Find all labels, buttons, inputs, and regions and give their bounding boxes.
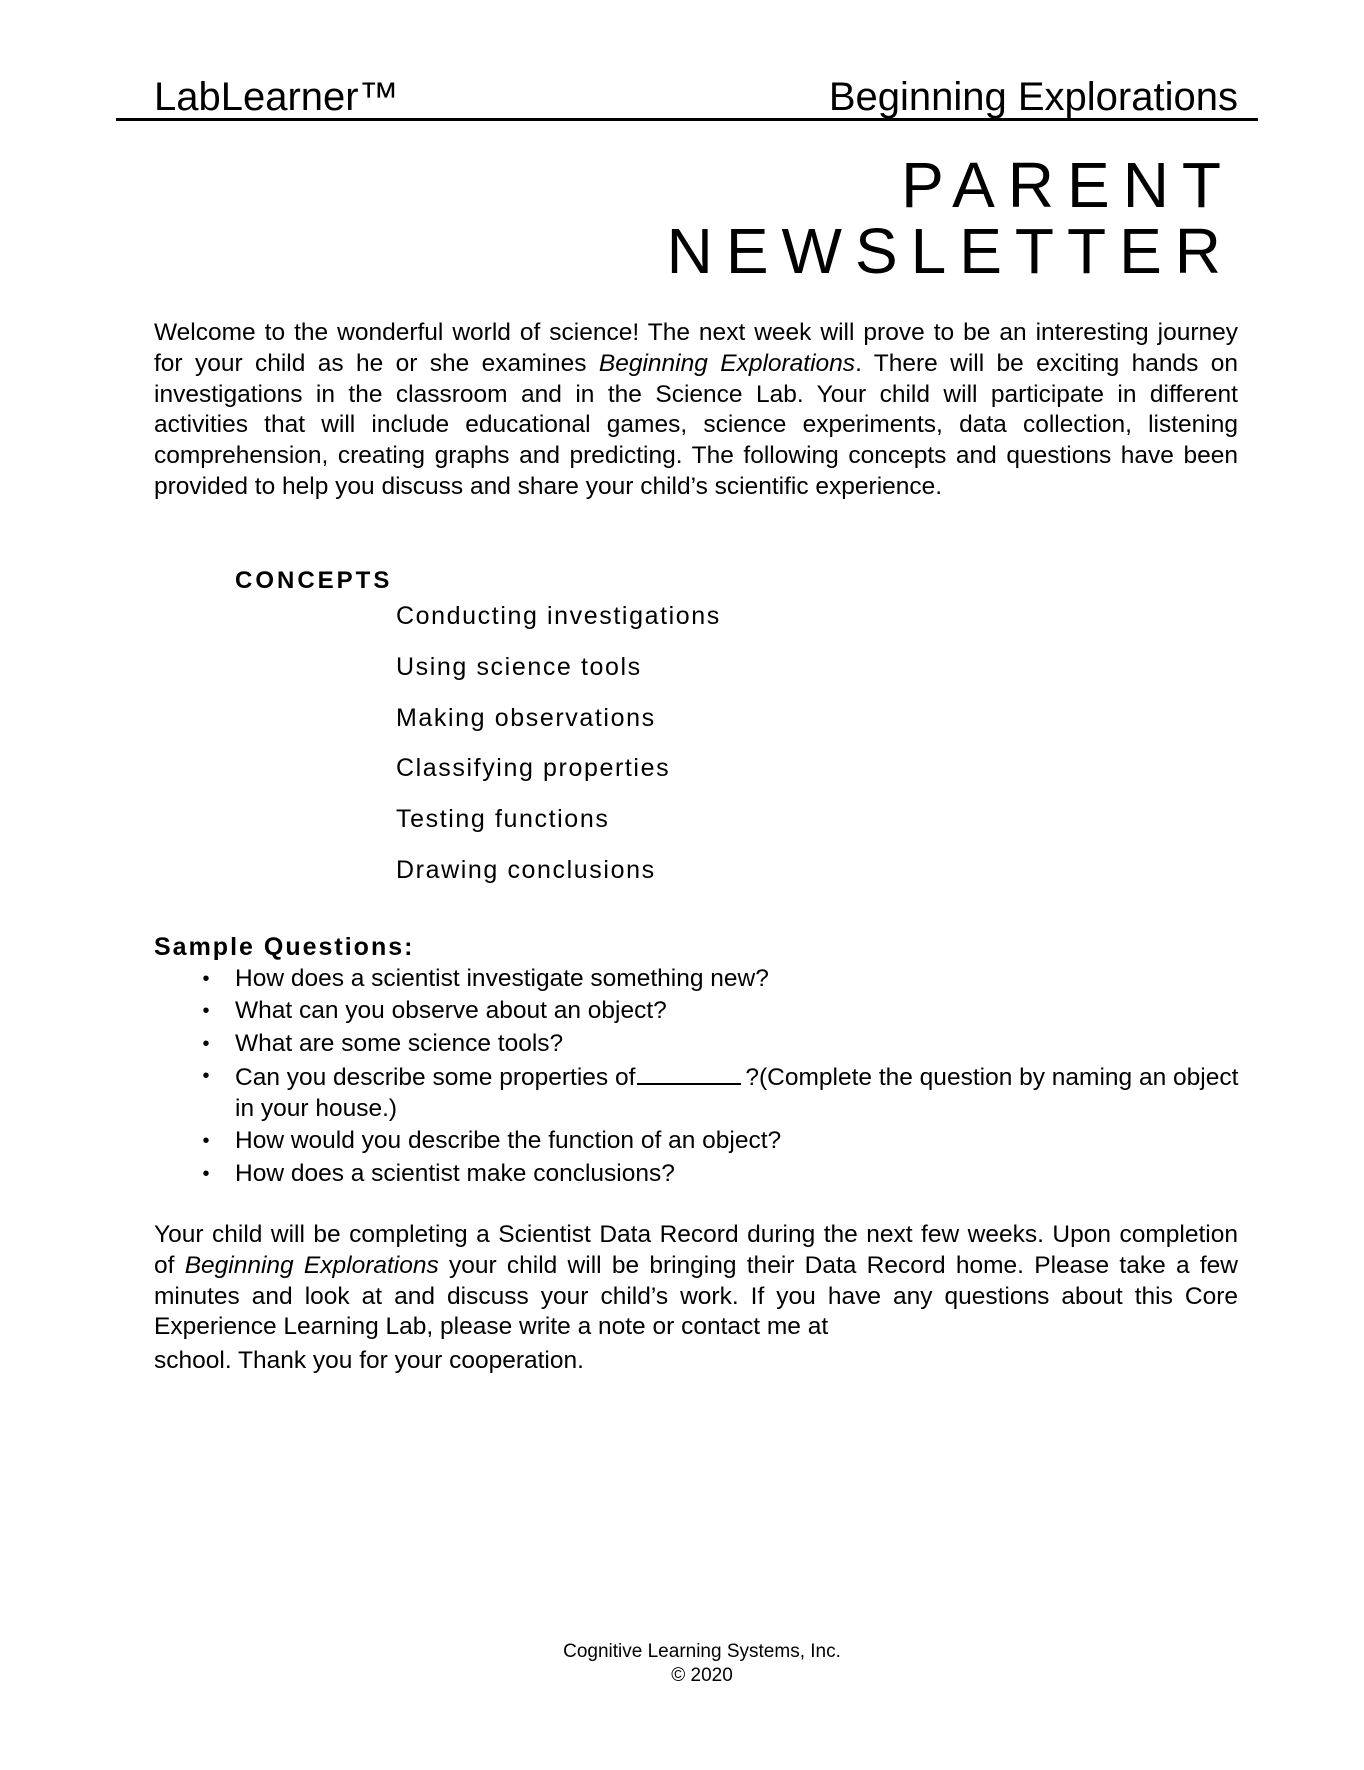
bullet-icon: • [202,1000,210,1023]
bullet-icon: • [202,1032,210,1055]
question-text: Can you describe some properties of [235,1064,636,1092]
concept-item: Classifying properties [396,754,671,783]
concept-item: Making observations [396,703,656,732]
concept-item: Testing functions [396,805,610,834]
unit-title: Beginning Explorations [828,75,1238,119]
closing-text-end: your child will be bringing their Data Record home. Please take a few minutes and look at and discuss your child’s work. If you have any questions about this Core Experience Learning Lab, please write a note or contact me at [154,1251,1238,1341]
intro-unit-name: Beginning Explorations [598,349,856,377]
footer-copyright: © 2020 [671,1665,733,1686]
page-title-line-2: NEWSLETTER [666,215,1234,287]
concept-item: Using science tools [396,652,642,681]
intro-paragraph [154,318,1238,503]
bullet-icon: • [202,968,210,990]
question-item [196,1126,1246,1157]
sample-question-list [196,964,1246,1191]
closing-paragraph [154,1220,1238,1377]
sample-questions-heading: Sample Questions: [154,933,415,961]
intro-text-start: Welcome to the wonderful world of science! The next week will prove to be an interesting journey for your child as he or she examines [154,319,1238,377]
header-divider [116,118,1258,121]
question-item [196,1061,1246,1125]
closing-last-line: school. Thank you for your cooperation. [154,1347,584,1375]
bullet-icon: • [202,1162,210,1185]
page-title-line-1: PARENT [901,149,1234,221]
question-text-continued: ?(Complete the question by naming an object in your house.) [235,1064,1239,1122]
brand-name: LabLearner™ [154,75,399,119]
closing-unit-name: Beginning Explorations [184,1251,439,1279]
closing-text-start: Your child will be completing a Scientist Data Record during the next few weeks. Upon completion of [154,1221,1238,1279]
question-text: How does a scientist make conclusions? [235,1159,675,1187]
question-text: How does a scientist investigate something new? [235,965,769,992]
concept-list [396,601,721,906]
question-item [196,964,1246,995]
question-text: What can you observe about an object? [235,997,667,1025]
question-item [196,1029,1246,1060]
footer-company: Cognitive Learning Systems, Inc. [563,1641,841,1662]
bullet-icon: • [202,1065,210,1088]
concept-item: Conducting investigations [396,602,721,630]
question-item [196,996,1246,1027]
concepts-heading: CONCEPTS [235,567,393,594]
intro-text-end: . There will be exciting hands on investigations in the classroom and in the Science Lab. Your child will participate in different activities that will include educational games, science experiments, data collection, listening comprehension, creating graphs and predicting. The following concepts and questions have been provided to help you discuss and share your child’s scientific experience. [154,349,1238,500]
question-text: How would you describe the function of an object? [235,1127,782,1155]
fill-in-blank [637,1061,741,1085]
concept-item: Drawing conclusions [396,855,656,884]
bullet-icon: • [202,1130,210,1153]
question-text: What are some science tools? [235,1029,564,1057]
question-item [196,1159,1246,1190]
